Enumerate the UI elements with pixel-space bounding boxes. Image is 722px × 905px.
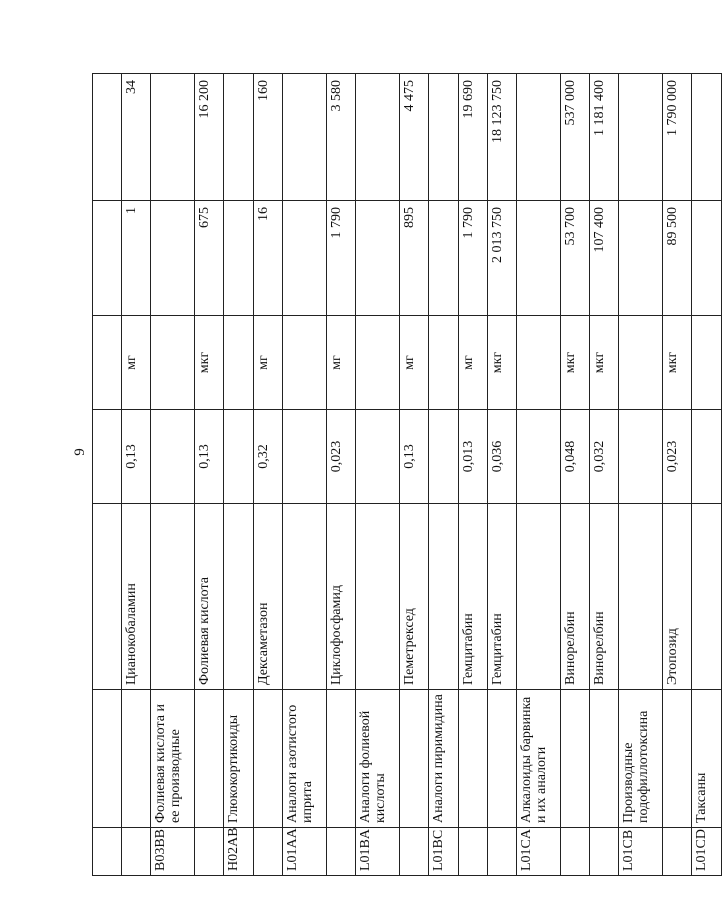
- unit-cell: [151, 316, 195, 410]
- dose-cell: [517, 410, 561, 504]
- value-1-cell: 895: [400, 201, 429, 316]
- value-2-cell: [151, 74, 195, 201]
- atc-code-cell: L01CB: [619, 828, 663, 876]
- unit-cell: [619, 316, 663, 410]
- unit-cell: [356, 316, 400, 410]
- table-row: [692, 74, 722, 876]
- drug-name-cell: [283, 504, 327, 690]
- value-1-cell: 675: [195, 201, 224, 316]
- value-1-cell: [283, 201, 327, 316]
- value-1-cell: [619, 201, 663, 316]
- table-row: [122, 74, 151, 876]
- group-name-cell: Аналоги фолиевой кислоты: [356, 690, 400, 828]
- atc-code-cell: [254, 828, 283, 876]
- atc-code-cell: [400, 828, 429, 876]
- value-1-cell: 1 790: [459, 201, 488, 316]
- table-row: [459, 74, 488, 876]
- drug-name-cell: [93, 504, 122, 690]
- group-name-cell: Аналоги азотистого иприта: [283, 690, 327, 828]
- value-1-cell: [93, 201, 122, 316]
- drug-name-cell: Этопозид: [663, 504, 692, 690]
- dose-cell: [356, 410, 400, 504]
- value-1-cell: [429, 201, 459, 316]
- group-name-cell: [195, 690, 224, 828]
- drug-name-cell: Винорелбин: [561, 504, 590, 690]
- value-2-cell: 16 200: [195, 74, 224, 201]
- drug-name-cell: Гемцитабин: [459, 504, 488, 690]
- drug-name-cell: Цианокобаламин: [122, 504, 151, 690]
- atc-code-cell: [93, 828, 122, 876]
- table-row: [224, 74, 254, 876]
- group-name-cell: [327, 690, 356, 828]
- drug-name-cell: Винорелбин: [590, 504, 619, 690]
- table-row: [561, 74, 590, 876]
- unit-cell: [93, 316, 122, 410]
- value-1-cell: 107 400: [590, 201, 619, 316]
- atc-code-cell: H02AB: [224, 828, 254, 876]
- atc-code-cell: L01BA: [356, 828, 400, 876]
- rotated-table-container: [92, 74, 709, 876]
- atc-code-cell: [327, 828, 356, 876]
- group-name-cell: [459, 690, 488, 828]
- group-name-cell: [93, 690, 122, 828]
- value-2-cell: 1 181 400: [590, 74, 619, 201]
- dose-cell: 0,023: [327, 410, 356, 504]
- value-1-cell: 53 700: [561, 201, 590, 316]
- table-row: [663, 74, 692, 876]
- atc-code-cell: B03BB: [151, 828, 195, 876]
- value-1-cell: [517, 201, 561, 316]
- atc-code-cell: [488, 828, 517, 876]
- table-row: [429, 74, 459, 876]
- dose-cell: 0,032: [590, 410, 619, 504]
- dose-cell: [619, 410, 663, 504]
- drug-name-cell: Циклофосфамид: [327, 504, 356, 690]
- dose-cell: [151, 410, 195, 504]
- table-row: [488, 74, 517, 876]
- group-name-cell: Производные подофиллотоксина: [619, 690, 663, 828]
- medication-table: [92, 73, 722, 876]
- drug-name-cell: [692, 504, 722, 690]
- table-body: [93, 74, 722, 876]
- value-2-cell: [517, 74, 561, 201]
- table-row: [93, 74, 122, 876]
- dose-cell: 0,13: [122, 410, 151, 504]
- drug-name-cell: Дексаметазон: [254, 504, 283, 690]
- unit-cell: мг: [400, 316, 429, 410]
- value-2-cell: 537 000: [561, 74, 590, 201]
- unit-cell: мкг: [663, 316, 692, 410]
- dose-cell: 0,13: [400, 410, 429, 504]
- value-2-cell: [93, 74, 122, 201]
- value-1-cell: 89 500: [663, 201, 692, 316]
- value-2-cell: [429, 74, 459, 201]
- value-2-cell: 3 580: [327, 74, 356, 201]
- value-1-cell: [356, 201, 400, 316]
- table-row: [195, 74, 224, 876]
- value-2-cell: 4 475: [400, 74, 429, 201]
- dose-cell: 0,036: [488, 410, 517, 504]
- atc-code-cell: [663, 828, 692, 876]
- table-row: [590, 74, 619, 876]
- drug-name-cell: Пеметрексед: [400, 504, 429, 690]
- group-name-cell: Глюкокортикоиды: [224, 690, 254, 828]
- group-name-cell: [663, 690, 692, 828]
- value-1-cell: [692, 201, 722, 316]
- dose-cell: 0,013: [459, 410, 488, 504]
- drug-name-cell: [151, 504, 195, 690]
- value-2-cell: 1 790 000: [663, 74, 692, 201]
- unit-cell: [692, 316, 722, 410]
- unit-cell: мг: [327, 316, 356, 410]
- unit-cell: [517, 316, 561, 410]
- table-row: [517, 74, 561, 876]
- unit-cell: [283, 316, 327, 410]
- dose-cell: 0,32: [254, 410, 283, 504]
- table-row: [327, 74, 356, 876]
- dose-cell: 0,048: [561, 410, 590, 504]
- atc-code-cell: L01CA: [517, 828, 561, 876]
- group-name-cell: [488, 690, 517, 828]
- value-1-cell: [224, 201, 254, 316]
- atc-code-cell: [590, 828, 619, 876]
- table-row: [283, 74, 327, 876]
- value-1-cell: 1: [122, 201, 151, 316]
- value-1-cell: 1 790: [327, 201, 356, 316]
- dose-cell: [283, 410, 327, 504]
- drug-name-cell: [224, 504, 254, 690]
- drug-name-cell: [429, 504, 459, 690]
- dose-cell: [93, 410, 122, 504]
- value-2-cell: 18 123 750: [488, 74, 517, 201]
- value-2-cell: 160: [254, 74, 283, 201]
- dose-cell: 0,023: [663, 410, 692, 504]
- atc-code-cell: [459, 828, 488, 876]
- table-row: [151, 74, 195, 876]
- value-1-cell: 16: [254, 201, 283, 316]
- unit-cell: [429, 316, 459, 410]
- table-row: [356, 74, 400, 876]
- atc-code-cell: L01CD: [692, 828, 722, 876]
- unit-cell: мг: [459, 316, 488, 410]
- drug-name-cell: Гемцитабин: [488, 504, 517, 690]
- drug-name-cell: [619, 504, 663, 690]
- table-row: [400, 74, 429, 876]
- group-name-cell: [122, 690, 151, 828]
- atc-code-cell: [195, 828, 224, 876]
- unit-cell: мг: [122, 316, 151, 410]
- value-2-cell: [619, 74, 663, 201]
- dose-cell: [224, 410, 254, 504]
- value-2-cell: [224, 74, 254, 201]
- atc-code-cell: [122, 828, 151, 876]
- table-row: [254, 74, 283, 876]
- atc-code-cell: L01BC: [429, 828, 459, 876]
- value-2-cell: 19 690: [459, 74, 488, 201]
- atc-code-cell: [561, 828, 590, 876]
- unit-cell: мг: [254, 316, 283, 410]
- unit-cell: мкг: [488, 316, 517, 410]
- group-name-cell: [561, 690, 590, 828]
- dose-cell: [429, 410, 459, 504]
- group-name-cell: [400, 690, 429, 828]
- value-2-cell: [283, 74, 327, 201]
- value-2-cell: [356, 74, 400, 201]
- group-name-cell: Фолиевая кислота и ее производные: [151, 690, 195, 828]
- unit-cell: [224, 316, 254, 410]
- unit-cell: мкг: [590, 316, 619, 410]
- group-name-cell: [254, 690, 283, 828]
- group-name-cell: [590, 690, 619, 828]
- drug-name-cell: Фолиевая кислота: [195, 504, 224, 690]
- page-number: 9: [72, 448, 88, 456]
- table-row: [619, 74, 663, 876]
- drug-name-cell: [356, 504, 400, 690]
- group-name-cell: Таксаны: [692, 690, 722, 828]
- unit-cell: мкг: [195, 316, 224, 410]
- dose-cell: [692, 410, 722, 504]
- atc-code-cell: L01AA: [283, 828, 327, 876]
- dose-cell: 0,13: [195, 410, 224, 504]
- value-2-cell: 34: [122, 74, 151, 201]
- drug-name-cell: [517, 504, 561, 690]
- group-name-cell: Аналоги пиримидина: [429, 690, 459, 828]
- unit-cell: мкг: [561, 316, 590, 410]
- value-2-cell: [692, 74, 722, 201]
- group-name-cell: Алкалоиды барвинка и их аналоги: [517, 690, 561, 828]
- value-1-cell: [151, 201, 195, 316]
- value-1-cell: 2 013 750: [488, 201, 517, 316]
